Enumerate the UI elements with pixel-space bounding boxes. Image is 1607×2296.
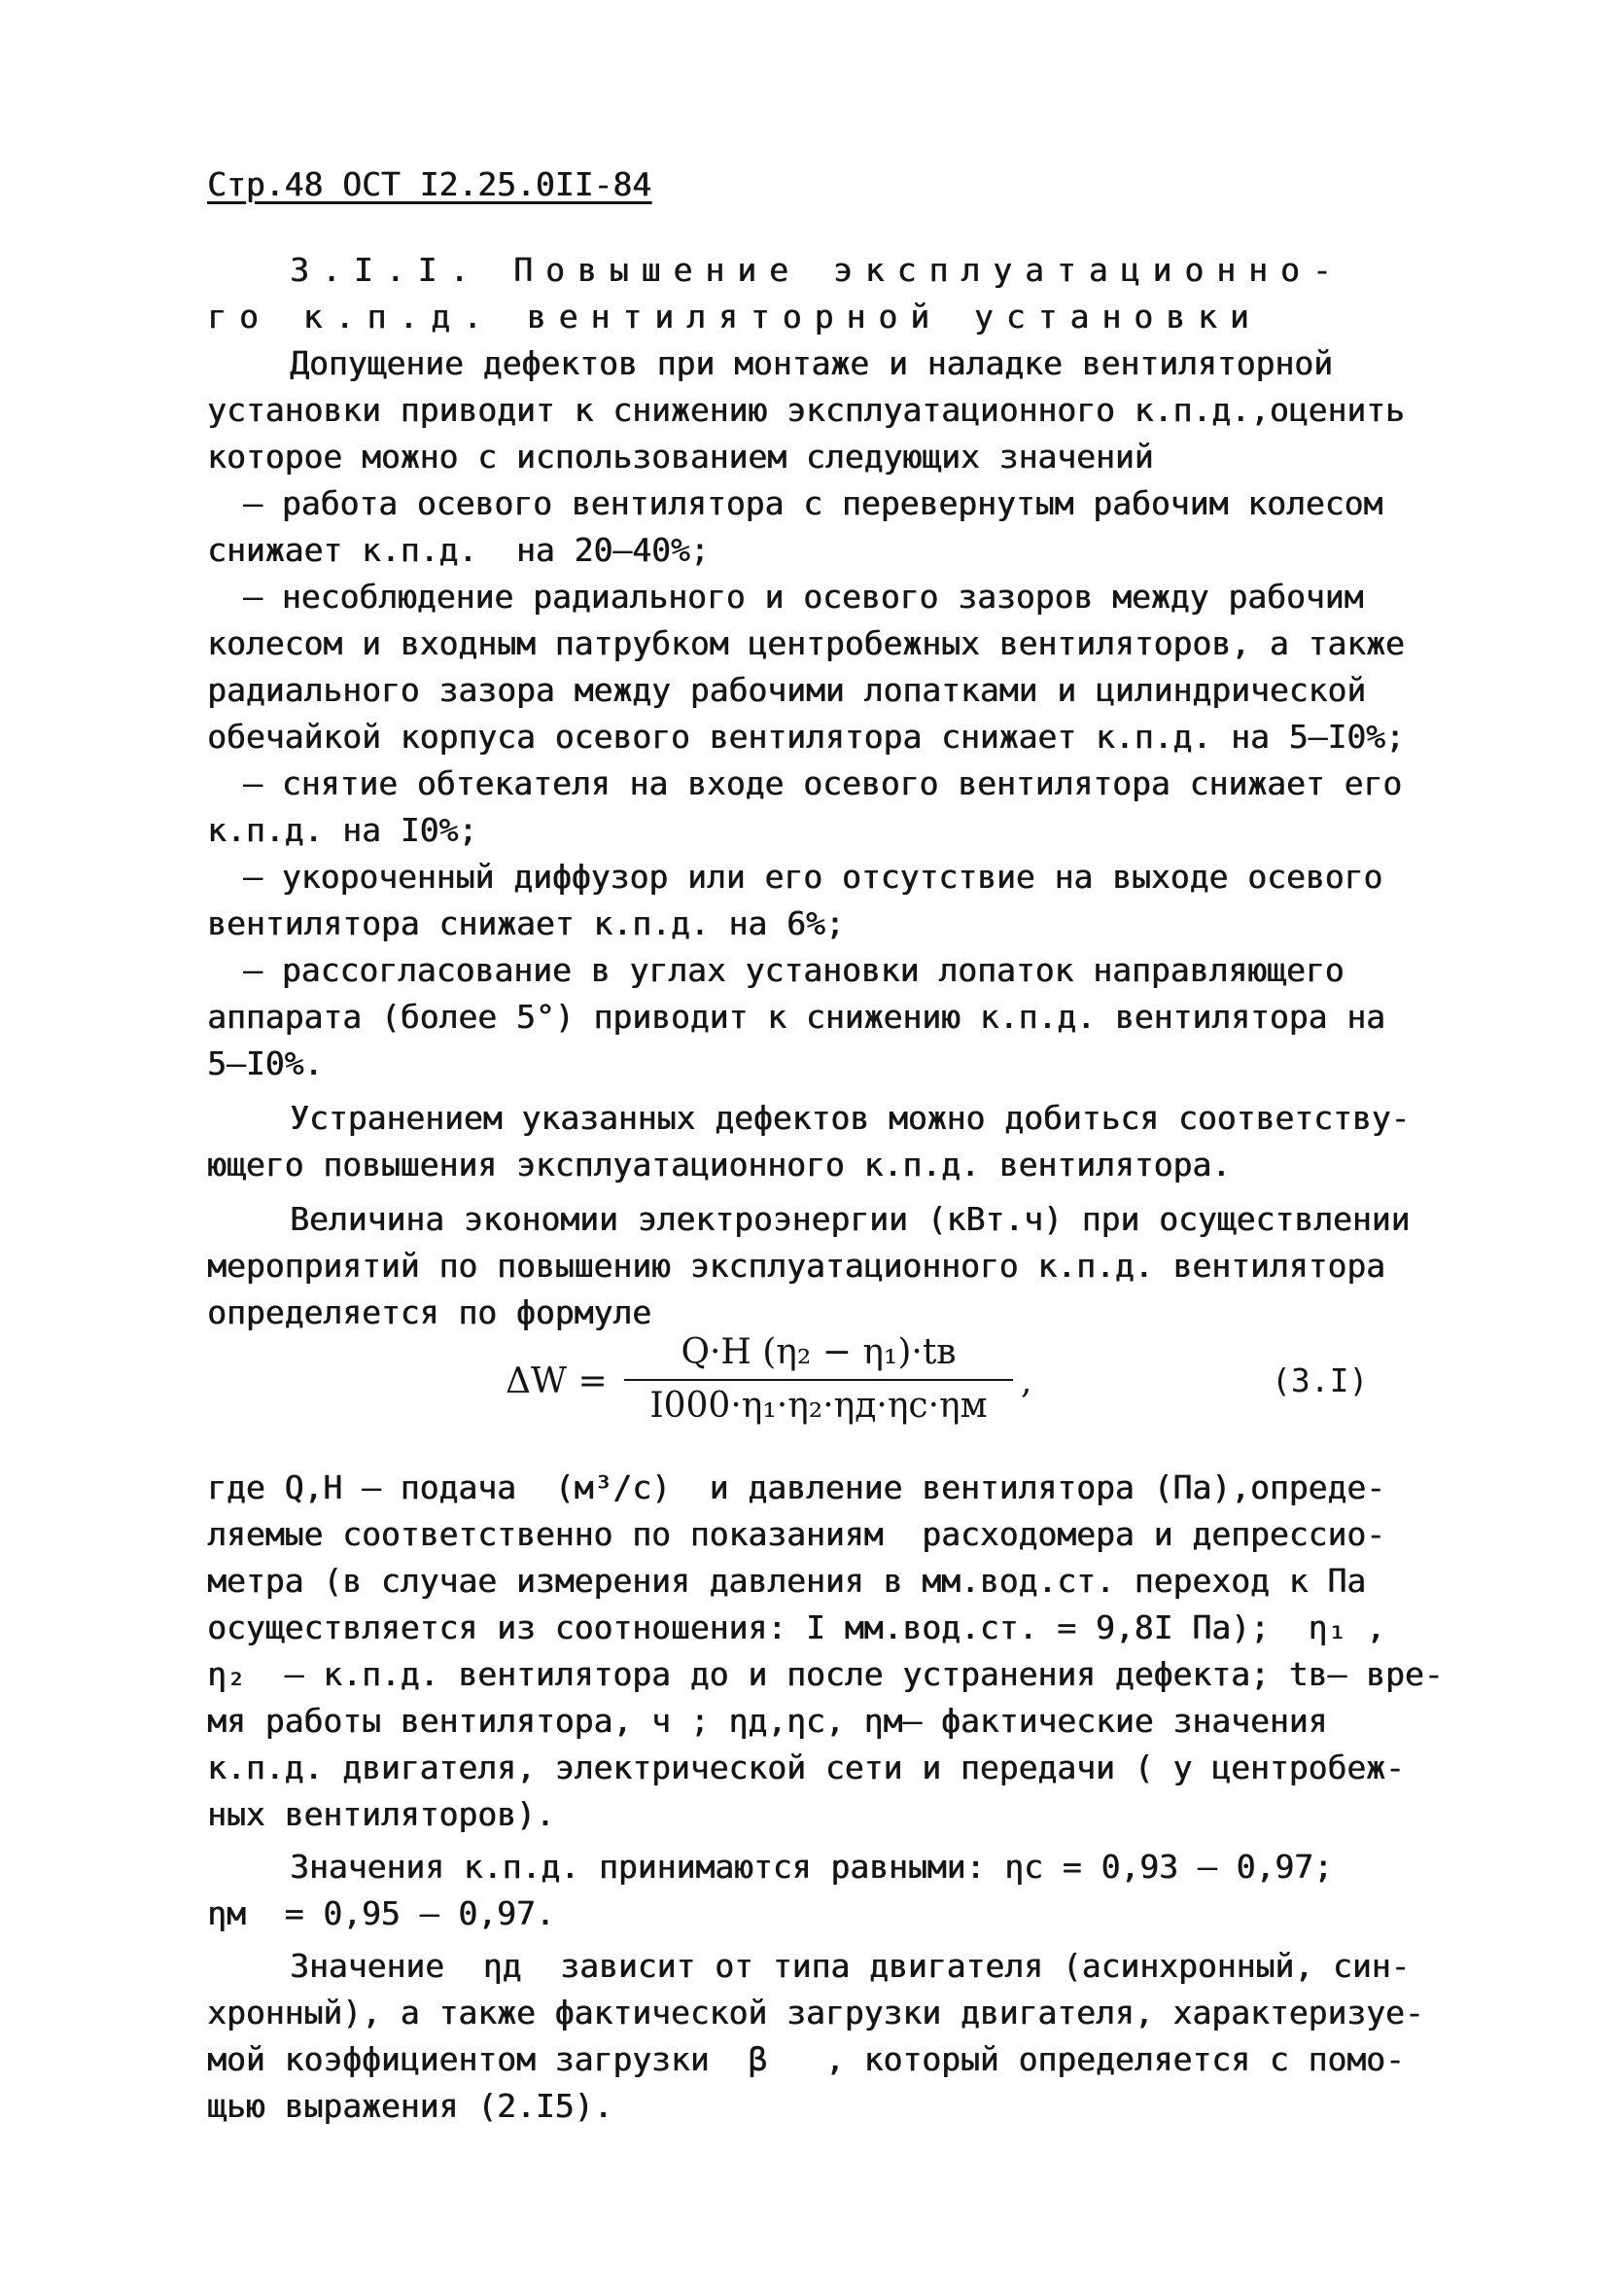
fraction-bar [624,1379,1013,1381]
section-title-line-2: го к.п.д. вентиляторной установки [207,298,1262,336]
formula-denominator: I000·η₁·η₂·ηд·ηс·ηм [649,1386,988,1426]
text-line: мероприятий по повышению эксплуатационного к.п.д. вентилятора [207,1247,1385,1285]
formula-numerator: Q·H (η₂ − η₁)·tв [681,1332,957,1372]
text-line: ных вентиляторов). [207,1795,555,1833]
text-line: где Q,H – подача (м³/с) и давление вентилятора (Па),опреде- [207,1468,1385,1506]
text-line: мой коэффициентом загрузки β , который определяется с помо- [207,2040,1405,2078]
text-line: Значение ηд зависит от типа двигателя (асинхронный, син- [290,1947,1411,1985]
text-line: аппарата (более 5°) приводит к снижению к.п.д. вентилятора на [207,998,1385,1036]
text-line: ющего повышения эксплуатационного к.п.д. вентилятора. [207,1146,1231,1183]
text-line: метра (в случае измерения давления в мм.вод.ст. переход к Па [207,1562,1367,1600]
text-line: установки приводит к снижению эксплуатационного к.п.д.,оценить [207,391,1405,429]
text-line: Допущение дефектов при монтаже и наладке вентиляторной [290,344,1333,382]
text-line: колесом и входным патрубком центробежных вентиляторов, а также [207,624,1405,662]
page-header: Стр.48 ОСТ I2.25.0II-84 [207,165,651,203]
text-line: η₂ – к.п.д. вентилятора до и после устранения дефекта; tв– вре- [207,1655,1444,1693]
text-line: – снятие обтекателя на входе осевого вентилятора снижает его [243,764,1403,802]
text-line: снижает к.п.д. на 20–40%; [207,531,710,569]
text-line: к.п.д. на I0%; [207,811,478,849]
text-line: Значения к.п.д. принимаются равными: ηс = 0,93 – 0,97; [290,1848,1333,1886]
text-line: Величина экономии электроэнергии (кВт.ч) при осуществлении [290,1200,1411,1238]
text-line: – укороченный диффузор или его отсутствие на выходе осевого [243,858,1383,896]
text-line: – несоблюдение радиального и осевого зазоров между рабочим [243,578,1364,616]
text-line: определяется по формуле [207,1293,651,1331]
text-line: хронный), а также фактической загрузки двигателя, характеризуе- [207,1994,1424,2031]
text-line: мя работы вентилятора, ч ; ηд,ηс, ηм– фактические значения [207,1702,1328,1740]
text-line: – работа осевого вентилятора с перевернутым рабочим колесом [243,484,1383,522]
text-line: которое можно с использованием следующих значений [207,438,1154,476]
text-line: – рассогласование в углах установки лопаток направляющего [243,951,1345,989]
formula-comma: , [1021,1361,1032,1401]
text-line: к.п.д. двигателя, электрической сети и передачи ( у центробеж- [207,1748,1405,1786]
text-line: вентилятора снижает к.п.д. на 6%; [207,904,845,942]
text-line: осуществляется из соотношения: I мм.вод.ст. = 9,8I Па); η₁ , [207,1608,1385,1646]
text-line: ляемые соответственно по показаниям расходомера и депрессио- [207,1515,1385,1553]
text-line: 5–I0%. [207,1044,324,1082]
text-line: Устранением указанных дефектов можно добиться соответству- [290,1099,1411,1137]
equation-number: (3.I) [1272,1361,1369,1399]
text-line: ηм = 0,95 – 0,97. [207,1894,555,1932]
formula-3-1 [506,1332,1380,1439]
text-line: радиального зазора между рабочими лопатками и цилиндрической [207,671,1367,709]
formula-lhs: ΔW = [506,1361,608,1401]
section-title-line-1: 3.I.I. Повышение эксплуатационно- [290,251,1345,289]
text-line: щью выражения (2.I5). [207,2087,613,2125]
text-line: обечайкой корпуса осевого вентилятора снижает к.п.д. на 5–I0%; [207,718,1405,756]
